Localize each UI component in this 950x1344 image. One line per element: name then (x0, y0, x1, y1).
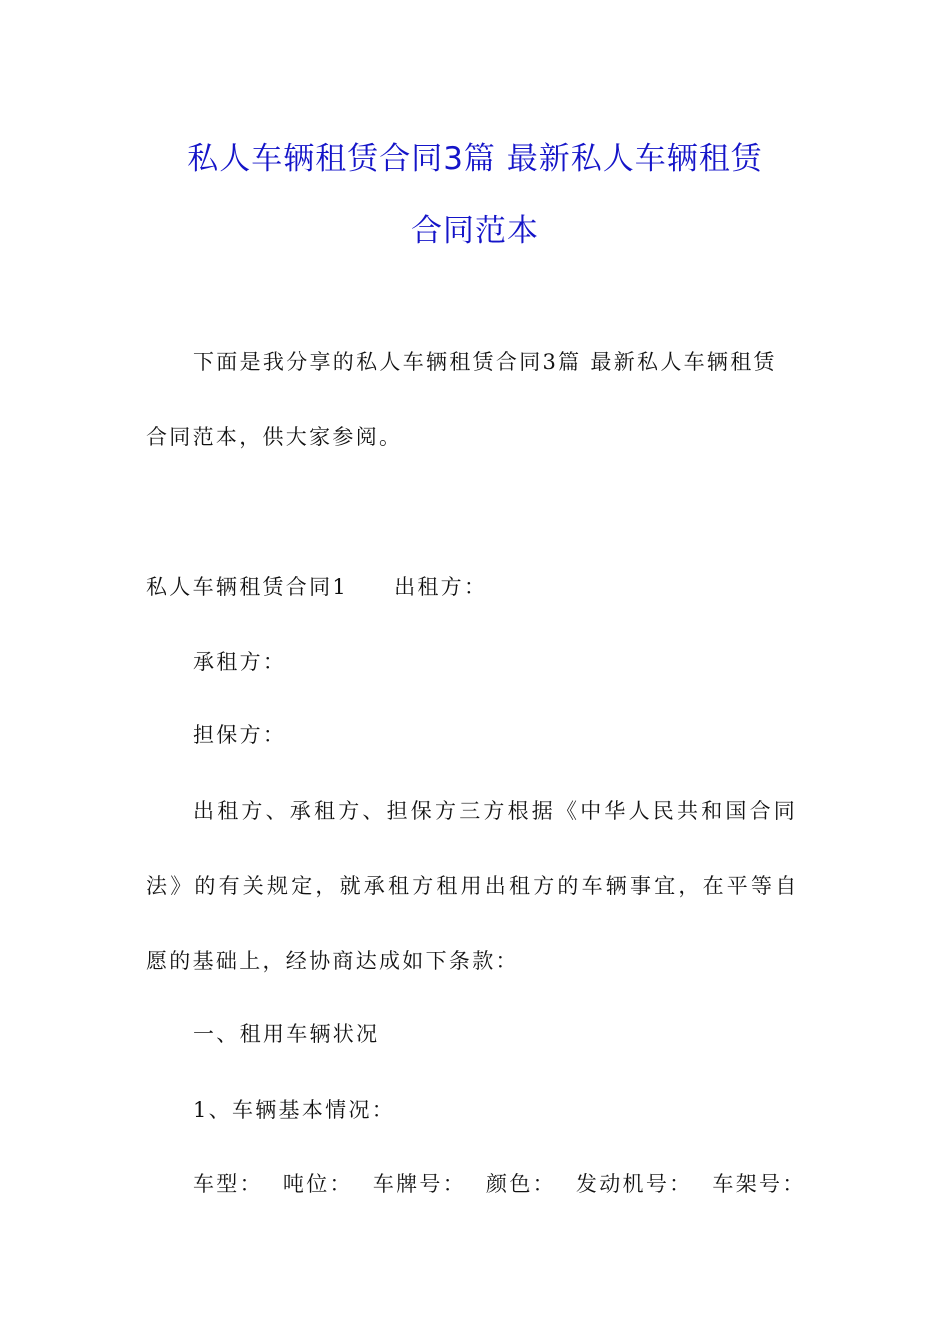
document-title-line-1: 私人车辆租赁合同3篇 最新私人车辆租赁 (187, 141, 763, 177)
engine-number-label: 发动机号： (575, 1172, 693, 1196)
document-title-line-2: 合同范本 (411, 213, 539, 249)
lessee-label: 承租方： (193, 650, 287, 674)
intro-paragraph-line-1: 下面是我分享的私人车辆租赁合同3篇 最新私人车辆租赁 (193, 350, 777, 374)
vehicle-fields-row (193, 1168, 806, 1198)
vehicle-model-label: 车型： (193, 1172, 263, 1196)
color-label: 颜色： (486, 1172, 556, 1196)
preamble-line-2: 法》的有关规定，就承租方租用出租方的车辆事宜，在平等自 (146, 874, 800, 898)
contract-1-heading-row (146, 571, 487, 601)
lessor-label: 出租方： (394, 575, 488, 599)
tonnage-label: 吨位： (282, 1172, 353, 1196)
intro-paragraph-line-2: 合同范本，供大家参阅。 (146, 425, 403, 449)
contract-1-heading: 私人车辆租赁合同1 (146, 575, 349, 599)
plate-number-label: 车牌号： (372, 1172, 467, 1196)
frame-number-label: 车架号： (712, 1172, 806, 1196)
preamble-line-1: 出租方、承租方、担保方三方根据《中华人民共和国合同 (193, 799, 798, 823)
section-1-heading: 一、租用车辆状况 (193, 1022, 380, 1046)
preamble-line-3: 愿的基础上，经协商达成如下条款： (146, 949, 519, 973)
item-1-heading: 1、车辆基本情况： (193, 1098, 396, 1122)
guarantor-label: 担保方： (193, 723, 287, 747)
